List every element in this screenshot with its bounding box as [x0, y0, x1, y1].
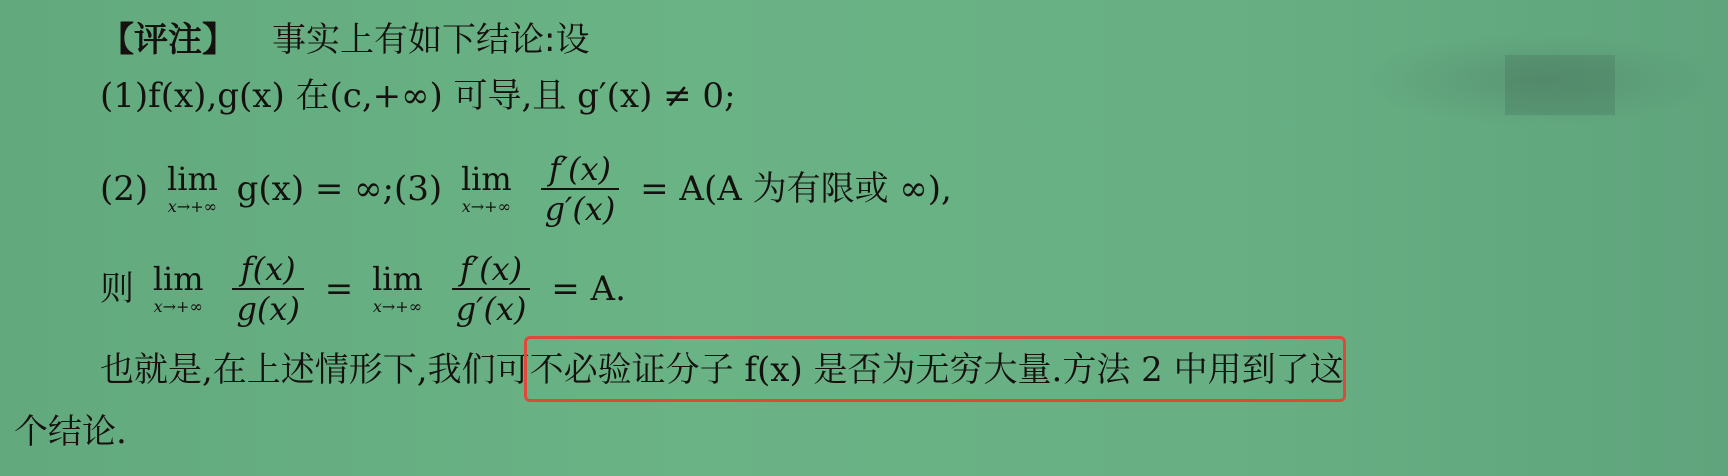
limit-operator: [461, 162, 512, 216]
lim-word: lim: [372, 260, 423, 298]
fraction-denominator: g′(x): [544, 190, 616, 228]
comment-heading-line: [100, 20, 589, 60]
comment-label: 【评注】: [100, 20, 236, 60]
condition-2-prefix: (2): [100, 169, 149, 209]
fraction-denominator: g(x): [236, 290, 300, 328]
remark-highlighted: 我们可不必验证分子 f(x) 是否为无穷大量: [427, 350, 1052, 390]
remark-continuation-text: 个结论.: [14, 412, 127, 452]
condition-2-3: [100, 150, 952, 228]
remark-after: .方法 2 中用到了这: [1051, 350, 1344, 390]
remark-continuation: [14, 412, 127, 452]
lim-subscript: x→+∞: [167, 197, 217, 216]
highlight-annotation-box: [524, 336, 1346, 402]
lim-word: lim: [152, 260, 204, 298]
condition-1-text: (1)f(x),g(x) 在(c,+∞) 可导,且 g′(x) ≠ 0;: [100, 76, 736, 116]
condition-1: [100, 76, 736, 116]
limit-operator: [153, 262, 204, 316]
equals-sign: =: [324, 269, 354, 309]
condition-2-expression: g(x) = ∞;(3): [236, 169, 443, 209]
fraction-denominator: g′(x): [455, 290, 527, 328]
conclusion-prefix: 则: [100, 269, 134, 309]
remark-before: 也就是,在上述情形下,: [100, 350, 428, 390]
lim-subscript: x→+∞: [461, 197, 511, 216]
limit-operator: [167, 162, 218, 216]
lim-word: lim: [460, 160, 512, 198]
derivative-ratio-fraction: [541, 150, 620, 228]
bleed-through-block: [1505, 55, 1615, 115]
fraction-numerator: f(x): [240, 250, 296, 288]
function-ratio-fraction: [232, 250, 304, 328]
fraction-numerator: f′(x): [548, 150, 611, 188]
limit-operator: [372, 262, 423, 316]
lim-subscript: x→+∞: [372, 297, 423, 316]
fraction-numerator: f′(x): [460, 250, 523, 288]
conclusion-line: [100, 250, 626, 328]
lim-subscript: x→+∞: [153, 297, 203, 316]
conclusion-suffix: = A.: [551, 269, 626, 309]
condition-3-suffix: = A(A 为有限或 ∞),: [640, 169, 952, 209]
lim-word: lim: [166, 160, 218, 198]
comment-intro: 事实上有如下结论:设: [272, 20, 590, 60]
derivative-ratio-fraction: [452, 250, 531, 328]
